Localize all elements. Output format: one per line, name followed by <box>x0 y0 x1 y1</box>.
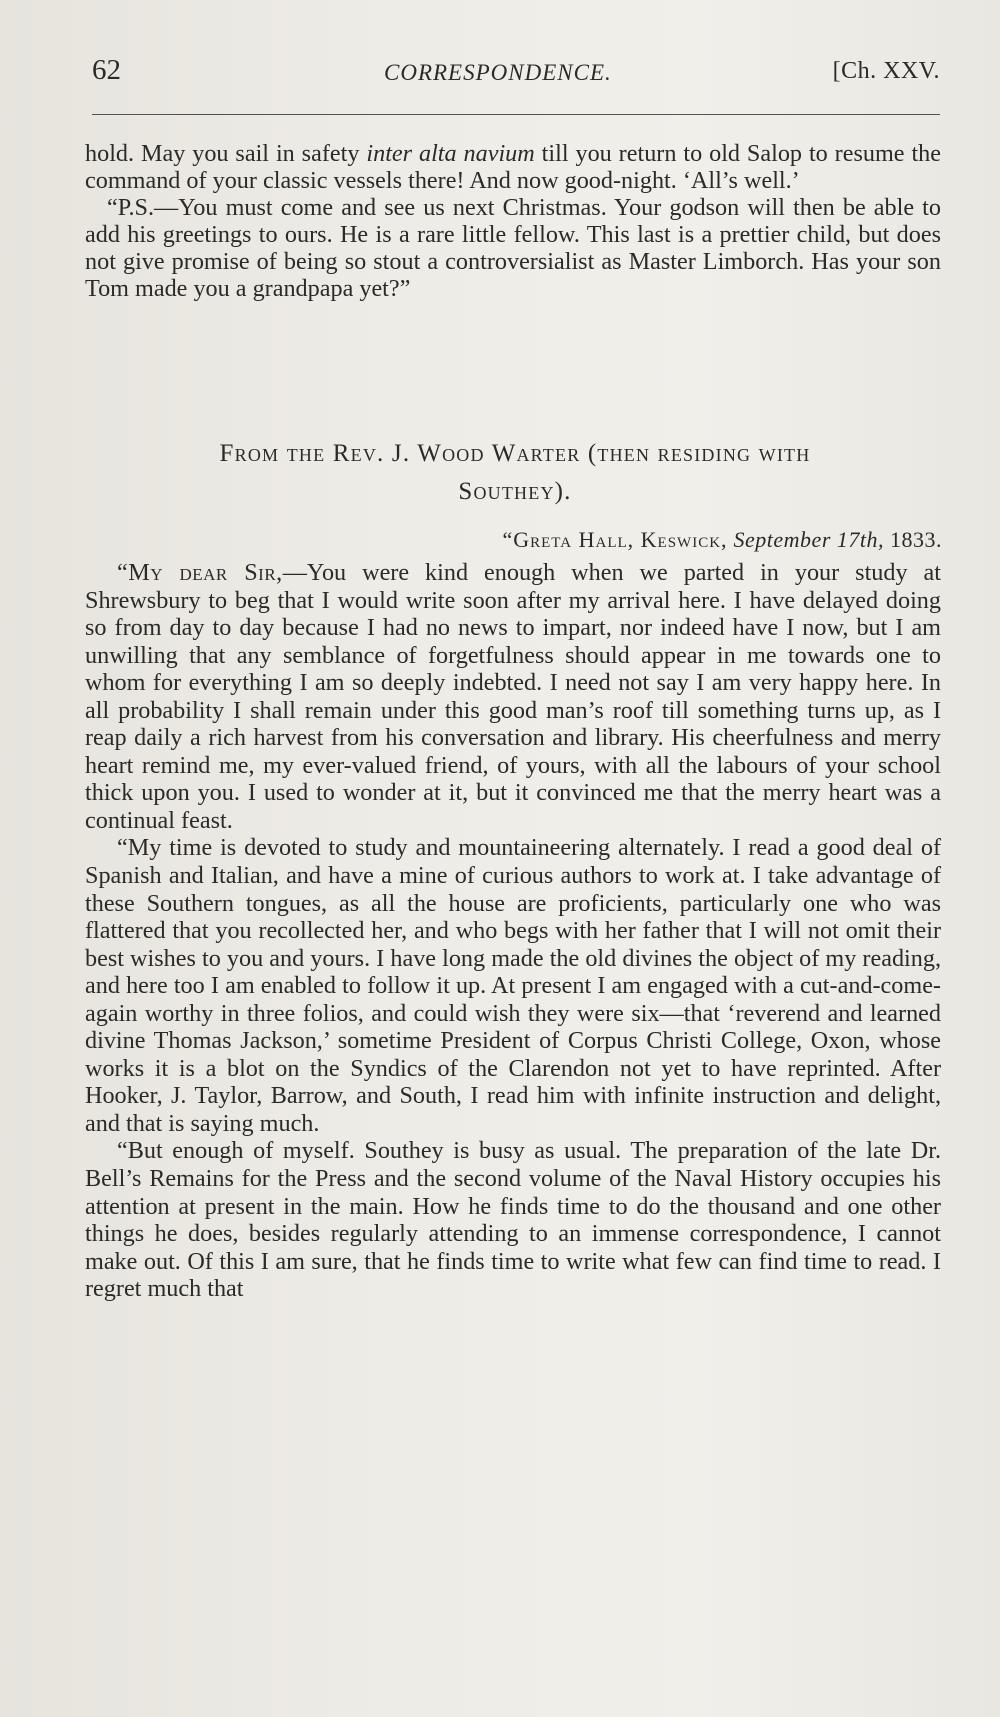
continuation-text-a: hold. May you sail in safety <box>85 140 367 167</box>
letter-heading <box>95 435 935 511</box>
page-number: 62 <box>92 54 121 86</box>
letter-heading-line2: Southey). <box>458 478 572 505</box>
letter-heading-line1: From the Rev. J. Wood Warter (then residing with <box>219 440 811 467</box>
letter-paragraph-3: “But enough of myself. Southey is busy as usual. The preparation of the late Dr. Bell’s Remains for the Press and the second volume of the Naval History occupies his attention at present in the main. How he finds time to do the thousand and one other things he does, besides regularly attending to an immense correspondence, I cannot make out. Of this I am sure, that he finds time to write what few can find time to read. I regret much that <box>85 1137 941 1303</box>
letter-body <box>85 559 941 1303</box>
dateline-date: September 17th, <box>733 527 884 552</box>
header-rule <box>92 114 940 115</box>
latin-phrase: inter alta navium <box>366 140 535 167</box>
letter-paragraph-2: “My time is devoted to study and mountaineering alternately. I read a good deal of Spanish and Italian, and have a mine of curious authors to work at. I take advantage of these Southern tongues, as all the house are proficients, particularly one who was flattered that you recollected her, and who begs with her father that I will not omit their best wishes to you and yours. I have long made the old divines the object of my reading, and here too I am enabled to follow it up. At present I am engaged with a cut-and-come-again worthy in three folios, and could wish they were six—that ‘reverend and learned divine Thomas Jackson,’ sometime President of Corpus Christi College, Oxon, whose works it is a blot on the Syndics of the Clarendon not yet to have reprinted. After Hooker, J. Taylor, Barrow, and South, I read him with infinite instruction and delight, and that is saying much. <box>85 834 941 1137</box>
letter-paragraph-1-text: —You were kind enough when we parted in your study at Shrewsbury to beg that I would write soon after my arrival here. I have delayed doing so from day to day because I had no news to impart, nor indeed have I now, but I am unwilling that any semblance of forgetfulness should appear in me towards one to whom for everything I am so deeply indebted. I need not say I am very happy here. In all probability I shall remain under this good man’s roof till something turns up, as I reap daily a rich harvest from his conversation and library. His cheerfulness and merry heart remind me, my ever-valued friend, of yours, with all the labours of your school thick upon you. I used to wonder at it, but it convinced me that the merry heart was a continual feast. <box>85 559 941 834</box>
postscript-paragraph: “P.S.—You must come and see us next Christmas. Your godson will then be able to add his greetings to ours. He is a rare little fellow. This last is a prettier child, but does not give promise of being so stout a controversialist as Master Limborch. Has your son Tom made you a grandpapa yet?” <box>85 194 941 303</box>
page-header <box>92 52 940 92</box>
letter-salutation: “My dear Sir, <box>117 559 283 586</box>
dateline-year: 1833. <box>890 527 942 552</box>
continuation-paragraph <box>85 140 941 194</box>
dateline-place: “Greta Hall, Keswick, <box>502 527 728 552</box>
letter-paragraph-1 <box>85 559 941 834</box>
running-title: CORRESPONDENCE. <box>384 60 612 85</box>
continuation-text-b: till you return to old Salop to resume the command of your classic vessels there! And now good-night. ‘All’s well.’ <box>85 140 942 195</box>
continuation-text <box>85 140 941 303</box>
letter-dateline <box>502 527 942 553</box>
chapter-marker: [Ch. XXV. <box>832 58 940 84</box>
